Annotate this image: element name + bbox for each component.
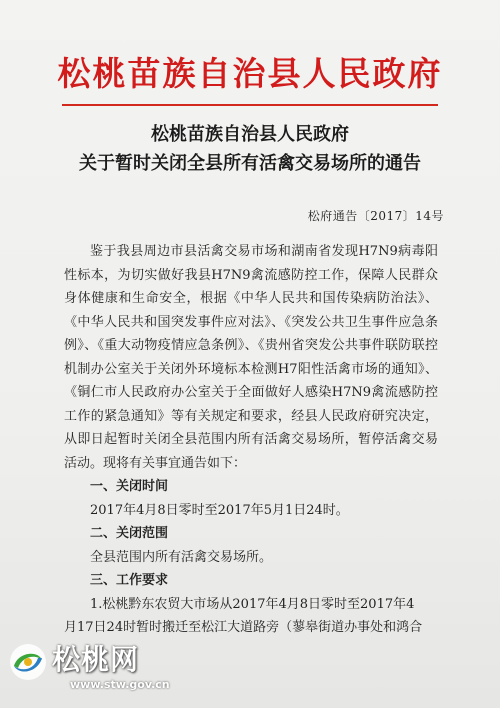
section-heading-requirements: 三、工作要求	[90, 573, 169, 588]
notice-title-line-1: 松桃苗族自治县人民政府	[151, 124, 349, 145]
section-heading-closure-scope: 二、关闭范围	[90, 526, 169, 541]
notice-title-line-2: 关于暂时关闭全县所有活禽交易场所的通告	[79, 153, 421, 174]
notice-title	[0, 120, 500, 178]
notice-body	[64, 240, 438, 640]
watermark-site-name: 松桃网	[52, 643, 140, 676]
government-header-title: 松桃苗族自治县人民政府	[57, 54, 443, 93]
intro-paragraph: 鉴于我县周边市县活禽交易市场和湖南省发现H7N9病毒阳性标本，为切实做好我县H7N9禽流感防控工作，保障人民群众身体健康和生命安全，根据《中华人民共和国传染病防治法》、《中华人民共和国突发事件应对法》、《突发公共卫生事件应急条例》、《重大动物疫情应急条例》、《贵州省突发公共事件联防联控机制办公室关于关闭外环境标本检测H7阳性活禽市场的通知》、《铜仁市人民政府办公室关于全面做好人感染H7N9禽流感防控工作的紧急通知》等有关规定和要求，经县人民政府研究决定，从即日起暂时关闭全县范围内所有活禽交易场所，暂停活禽交易活动。现将有关事宜通告如下：	[64, 244, 438, 471]
site-watermark	[0, 636, 210, 700]
requirements-line-1: 1.松桃黔东农贸大市场从2017年4月8日零时至2017年4	[90, 596, 415, 612]
green-swirl-logo-icon	[8, 642, 48, 682]
watermark-site-url: www.stw.gov.cn	[70, 678, 170, 691]
red-divider-rule	[62, 104, 438, 106]
section-heading-closure-time: 一、关闭时间	[90, 479, 169, 494]
section-text-closure-time: 2017年4月8日零时至2017年5月1日24时。	[90, 502, 349, 518]
document-number: 松府通告〔2017〕14号	[307, 209, 444, 223]
requirements-line-2: 月17日24时暂时搬迁至松江大道路旁（蓼皋街道办事处和鸿合	[64, 620, 423, 635]
section-text-closure-scope: 全县范围内所有活禽交易场所。	[90, 549, 273, 565]
